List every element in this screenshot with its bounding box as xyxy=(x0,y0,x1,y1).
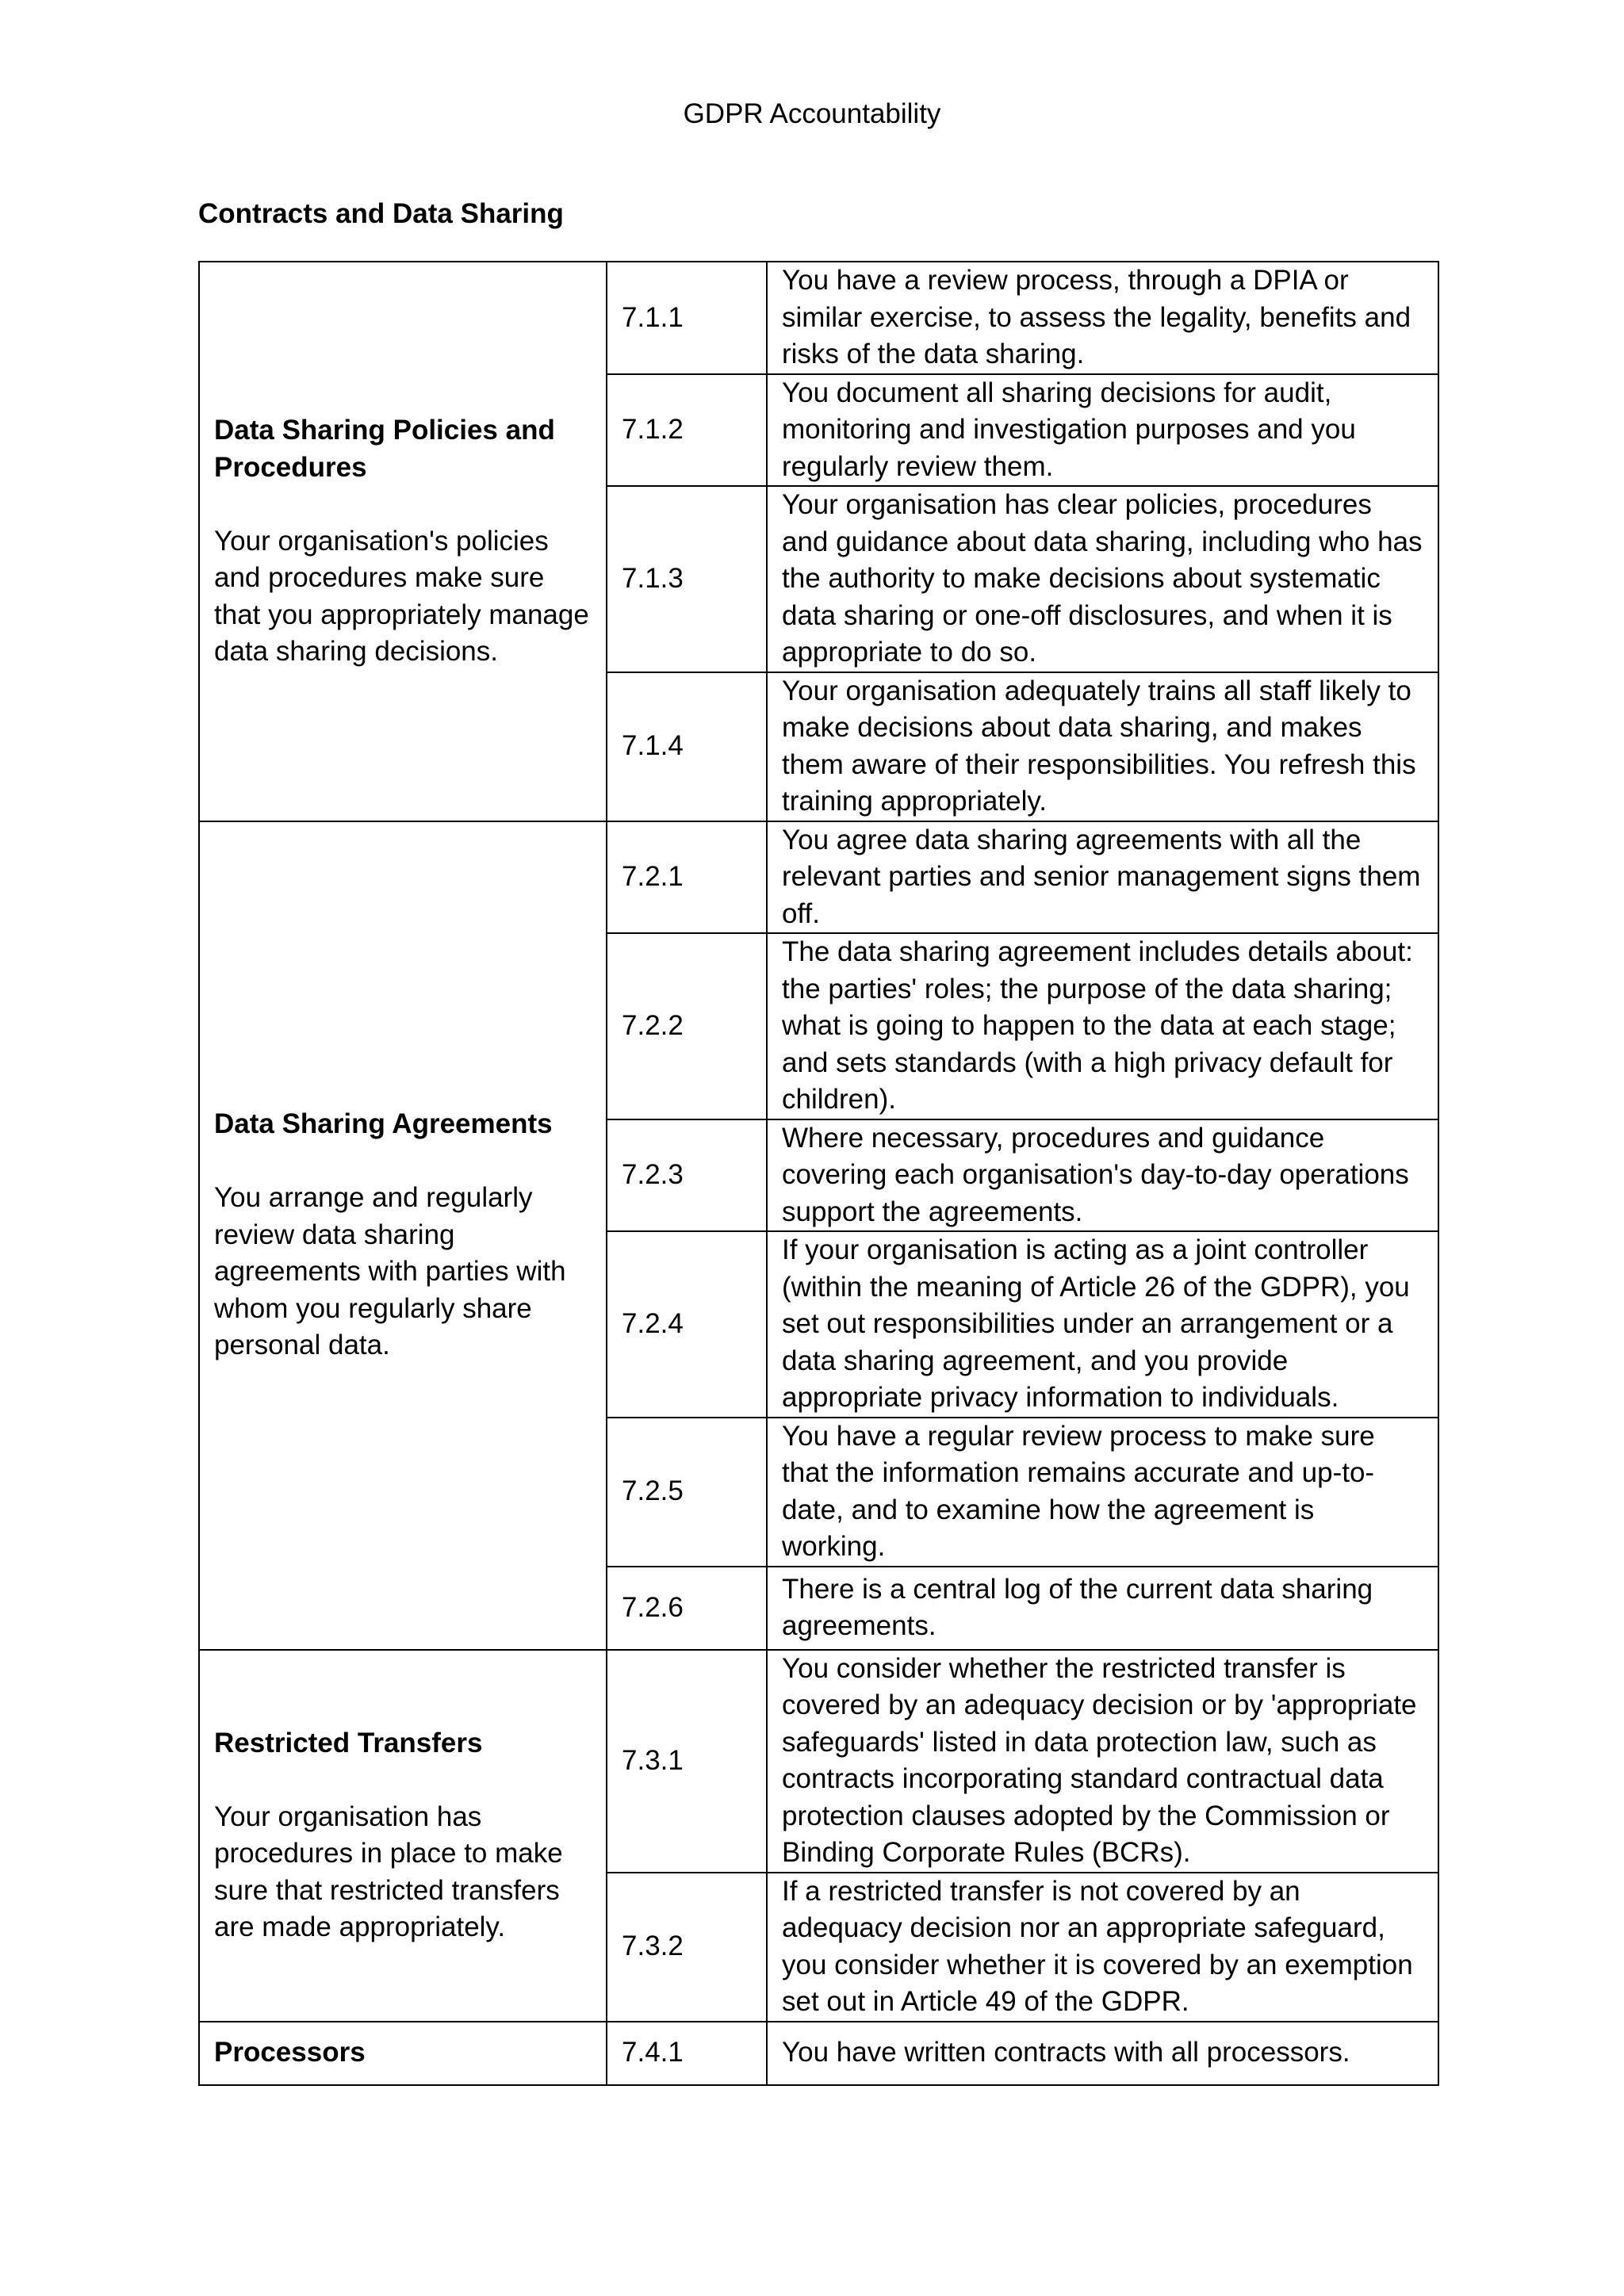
requirement-code: 7.2.2 xyxy=(607,933,767,1119)
requirement-text: You have a regular review process to make sure that the information remains accurate and up-to-date, and to examine how the agreement is working. xyxy=(767,1418,1438,1567)
requirement-text: You document all sharing decisions for audit, monitoring and investigation purposes and you regularly review them. xyxy=(767,374,1438,487)
category-title: Processors xyxy=(214,2037,366,2068)
requirement-text: There is a central log of the current data sharing agreements. xyxy=(767,1567,1438,1650)
table-row xyxy=(199,1650,1438,1873)
requirement-code: 7.2.5 xyxy=(607,1418,767,1567)
requirement-text: The data sharing agreement includes details about: the parties' roles; the purpose of the data sharing; what is going to happen to the data at each stage; and sets standards (with a high privacy default for children). xyxy=(767,933,1438,1119)
category-cell xyxy=(199,262,607,821)
requirement-text: Your organisation adequately trains all staff likely to make decisions about data sharing, and makes them aware of their responsibilities. You refresh this training appropriately. xyxy=(767,672,1438,821)
requirement-text: You have written contracts with all processors. xyxy=(767,2022,1438,2085)
table-row xyxy=(199,821,1438,934)
requirement-text: If your organisation is acting as a joint controller (within the meaning of Article 26 of the GDPR), you set out responsibilities under an arrangement or a data sharing agreement, and you provide appropriate privacy information to individuals. xyxy=(767,1231,1438,1418)
page-header: GDPR Accountability xyxy=(683,98,941,129)
requirement-code: 7.3.2 xyxy=(607,1873,767,2022)
category-title: Data Sharing Agreements xyxy=(214,1108,553,1140)
requirement-code: 7.1.4 xyxy=(607,672,767,821)
category-cell xyxy=(199,1650,607,2022)
requirement-code: 7.4.1 xyxy=(607,2022,767,2085)
category-title: Restricted Transfers xyxy=(214,1727,483,1758)
requirements-table xyxy=(198,261,1439,2086)
category-cell xyxy=(199,821,607,1650)
requirement-code: 7.2.3 xyxy=(607,1119,767,1232)
category-description: You arrange and regularly review data sharing agreements with parties with whom you regularly share personal data. xyxy=(214,1182,566,1361)
requirement-code: 7.2.1 xyxy=(607,821,767,934)
requirement-code: 7.2.4 xyxy=(607,1231,767,1418)
section-title: Contracts and Data Sharing xyxy=(198,198,564,229)
table-row xyxy=(199,262,1438,374)
requirement-text: You have a review process, through a DPIA or similar exercise, to assess the legality, benefits and risks of the data sharing. xyxy=(767,262,1438,374)
category-cell xyxy=(199,2022,607,2085)
requirement-text: Your organisation has clear policies, procedures and guidance about data sharing, including who has the authority to make decisions about systematic data sharing or one-off disclosures, and when it is appropriate to do so. xyxy=(767,486,1438,672)
requirement-code: 7.1.2 xyxy=(607,374,767,487)
requirement-text: Where necessary, procedures and guidance covering each organisation's day-to-day operations support the agreements. xyxy=(767,1119,1438,1232)
requirement-text: You consider whether the restricted transfer is covered by an adequacy decision or by 'appropriate safeguards' listed in data protection law, such as contracts incorporating standard contractual data protection clauses adopted by the Commission or Binding Corporate Rules (BCRs). xyxy=(767,1650,1438,1873)
category-description: Your organisation has procedures in place to make sure that restricted transfers are made appropriately. xyxy=(214,1800,563,1942)
category-description: Your organisation's policies and procedures make sure that you appropriately manage data sharing decisions. xyxy=(214,525,589,667)
requirement-text: If a restricted transfer is not covered by an adequacy decision nor an appropriate safeguard, you consider whether it is covered by an exemption set out in Article 49 of the GDPR. xyxy=(767,1873,1438,2022)
requirement-code: 7.2.6 xyxy=(607,1567,767,1650)
requirement-code: 7.1.1 xyxy=(607,262,767,374)
requirement-code: 7.3.1 xyxy=(607,1650,767,1873)
requirement-text: You agree data sharing agreements with all the relevant parties and senior management signs them off. xyxy=(767,821,1438,934)
category-title: Data Sharing Policies and Procedures xyxy=(214,415,555,483)
table-row xyxy=(199,2022,1438,2085)
requirement-code: 7.1.3 xyxy=(607,486,767,672)
